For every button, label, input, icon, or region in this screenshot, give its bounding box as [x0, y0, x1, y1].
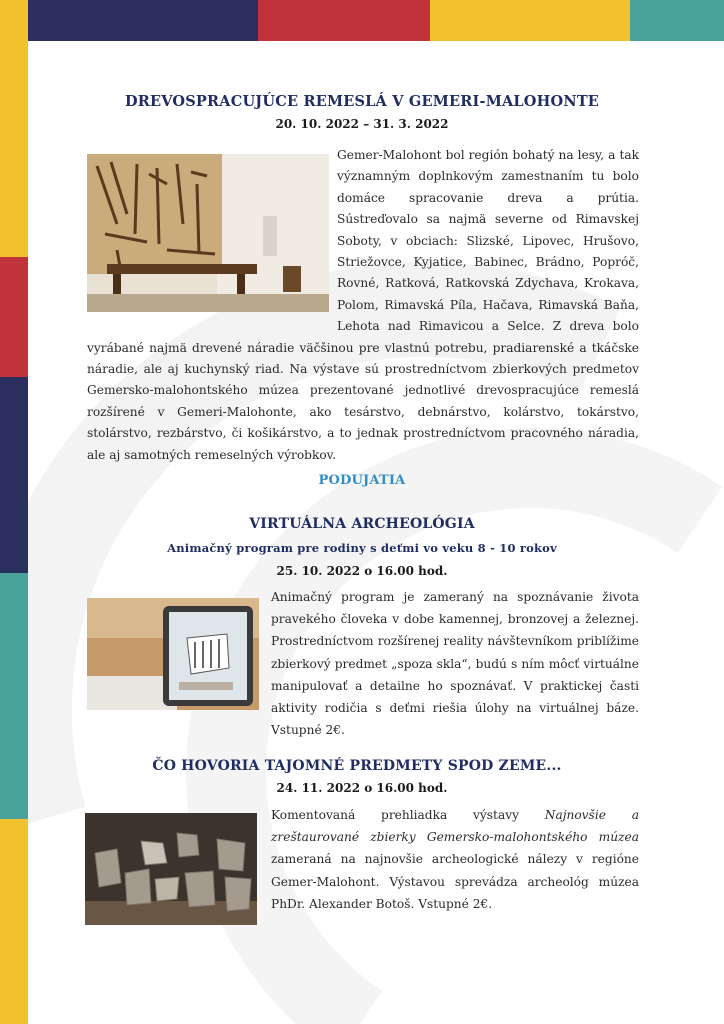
top-color-bar — [0, 0, 724, 41]
event1-title: VIRTUÁLNA ARCHEOLÓGIA — [249, 516, 475, 532]
event2-exhibition-name: Najnovšie a zreštaurované zbierky Gemersko-malohontského múzea — [271, 808, 639, 845]
virtual-archeology-photo — [87, 598, 259, 710]
exhibition-description: Gemer-Malohont bol región bohatý na lesy, a tak významným doplnkovým zamestnaním tu bolo domáce spracovanie dreva a prútia. Sústreďovalo sa najmä severne od Rimavskej Soboty, v obciach: Slizské, Lipovec, Hrušovo, Striežovce, Kyjatice, Babinec, Brádno, Popróč, Rovné, Ratková, Ratkovská Zdychava, Krokava, Polom, Rimavská Píla, Hačava, Rimavská Baňa, Lehota nad Rimavicou a Selce. Z dreva bolo vyrábané najmä drevené náradie väčšinou pre vlastnú potrebu, pradiarenské a tkáčske náradie, ale aj kuchynský riad. Na výstave sú prostredníctvom zbierkových predmetov Gemersko-malohontského múzea prezentované jednotlivé drevospracujúce remeslá rozšírené v Gemeri-Malohonte, ako tesárstvo, debnárstvo, kolárstvo, tokárstvo, stolárstvo, rezbárstvo, či košikárstvo, a to jednak prostredníctvom pracovného náradia, ale aj samotných remeselných výrobkov. — [87, 148, 639, 462]
event2-date: 24. 11. 2022 o 16.00 hod. — [276, 781, 448, 795]
event2-title: ČO HOVORIA TAJOMNÉ PREDMETY SPOD ZEME... — [152, 758, 562, 774]
events-heading: PODUJATIA — [318, 473, 406, 488]
event2-text-rest: zameraná na najnovšie archeologické nálezy v regióne Gemer-Malohont. Výstavou sprevádza archeológ múzea PhDr. Alexander Botoš. Vstupné 2€. — [271, 852, 639, 911]
exhibition-text — [87, 145, 639, 466]
exhibition-dates: 20. 10. 2022 – 31. 3. 2022 — [275, 117, 449, 131]
event2-text — [271, 804, 639, 915]
event1-subtitle: Animačný program pre rodiny s deťmi vo veku 8 - 10 rokov — [167, 541, 557, 555]
left-color-bar — [0, 0, 28, 1024]
exhibition-title: DREVOSPRACUJÚCE REMESLÁ V GEMERI-MALOHONTE — [124, 93, 600, 110]
archeological-finds-photo — [85, 813, 257, 925]
event2-text-lead: Komentovaná prehliadka výstavy — [271, 808, 545, 822]
event1-date: 25. 10. 2022 o 16.00 hod. — [276, 564, 448, 578]
event1-text: Animačný program je zameraný na spoznávanie života pravekého človeka v dobe kamennej, bronzovej a železnej. Prostredníctvom rozšírenej reality návštevníkom priblížime zbierkový predmet „spoza skla“, budú s ním môcť virtuálne manipulovať a detailne ho spoznávať. V praktickej časti aktivity rodičia s deťmi riešia úlohy na virtuálnej báze. Vstupné 2€. — [271, 590, 639, 738]
photo-float — [87, 145, 337, 317]
